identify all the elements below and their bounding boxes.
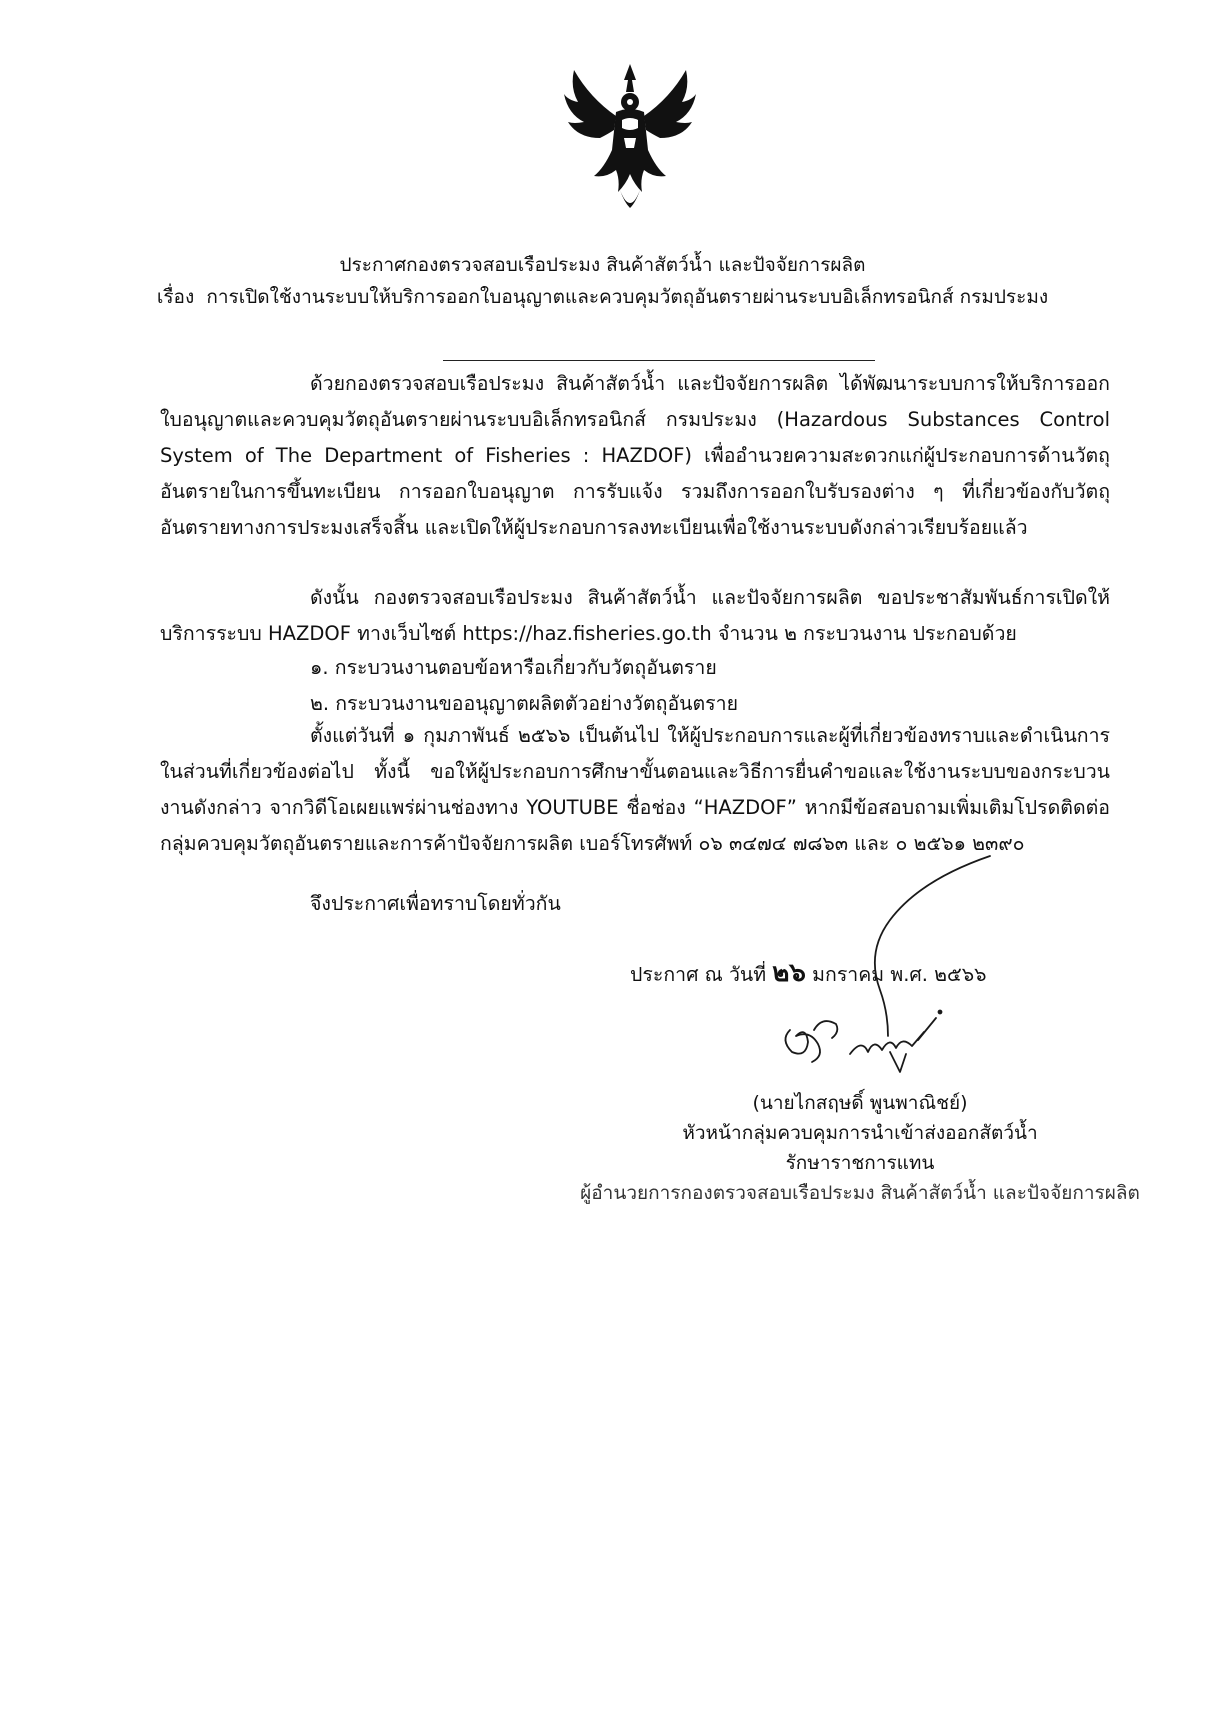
garuda-emblem: [560, 58, 700, 218]
announcement-subject: [0, 282, 1205, 312]
signature: [740, 840, 1000, 1100]
title-divider: [443, 360, 875, 361]
signatory-name: (นายไกสฤษดิ์ พูนพาณิชย์): [752, 1092, 968, 1114]
closing-line: จึงประกาศเพื่อทราบโดยทั่วกัน: [310, 892, 561, 915]
date-month-year: มกราคม พ.ศ. ๒๕๖๖: [812, 963, 987, 986]
body-paragraph-1: ด้วยกองตรวจสอบเรือประมง สินค้าสัตว์น้ำ และปัจจัยการผลิต ได้พัฒนาระบบการให้บริการออกใบอนุญาตและควบคุมวัตถุอันตรายผ่านระบบอิเล็กทรอนิกส์ กรมประมง (Hazardous Substances Control System of The Department of Fisheries : HAZDOF) เพื่ออำนวยความสะดวกแก่ผู้ประกอบการด้านวัตถุอันตรายในการขึ้นทะเบียน การออกใบอนุญาต การรับแจ้ง รวมถึงการออกใบรับรองต่าง ๆ ที่เกี่ยวข้องกับวัตถุอันตรายทางการประมงเสร็จสิ้น และเปิดให้ผู้ประกอบการลงทะเบียนเพื่อใช้งานระบบดังกล่าวเรียบร้อยแล้ว: [160, 372, 1110, 539]
announcement-title: ประกาศกองตรวจสอบเรือประมง สินค้าสัตว์น้ำ และปัจจัยการผลิต: [339, 254, 866, 276]
signatory-position: หัวหน้ากลุ่มควบคุมการนำเข้าส่งออกสัตว์น้ำ: [682, 1122, 1038, 1144]
body-paragraph-3: ตั้งแต่วันที่ ๑ กุมภาพันธ์ ๒๕๖๖ เป็นต้นไป ให้ผู้ประกอบการและผู้ที่เกี่ยวข้องทราบและดำเนินการในส่วนที่เกี่ยวข้องต่อไป ทั้งนี้ ขอให้ผู้ประกอบการศึกษาขั้นตอนและวิธีการยื่นคำขอและใช้งานระบบของกระบวนงานดังกล่าว จากวิดีโอเผยแพร่ผ่านช่องทาง YOUTUBE ชื่อช่อง “HAZDOF” หากมีข้อสอบถามเพิ่มเติมโปรดติดต่อกลุ่มควบคุมวัตถุอันตรายและการค้าปัจจัยการผลิต เบอร์โทรศัพท์ ๐๖ ๓๔๗๔ ๗๘๖๓ และ ๐ ๒๕๖๑ ๒๓๙๐: [160, 724, 1110, 855]
subject-text: การเปิดใช้งานระบบให้บริการออกใบอนุญาตและควบคุมวัตถุอันตรายผ่านระบบอิเล็กทรอนิกส์ กรมประมง: [206, 286, 1049, 308]
list-item-1: ๑. กระบวนงานตอบข้อหารือเกี่ยวกับวัตถุอันตราย: [310, 656, 717, 679]
date-prefix: ประกาศ ณ วันที่: [630, 963, 767, 986]
signatory-office: ผู้อำนวยการกองตรวจสอบเรือประมง สินค้าสัตว์น้ำ และปัจจัยการผลิต: [580, 1182, 1140, 1204]
signatory-acting: รักษาราชการแทน: [785, 1152, 935, 1174]
body-paragraph-2: ดังนั้น กองตรวจสอบเรือประมง สินค้าสัตว์น้ำ และปัจจัยการผลิต ขอประชาสัมพันธ์การเปิดให้บริการระบบ HAZDOF ทางเว็บไซต์ https://haz.fisheries.go.th จำนวน ๒ กระบวนงาน ประกอบด้วย: [160, 586, 1110, 645]
date-day: ๒๖: [772, 958, 806, 988]
subject-label: เรื่อง: [156, 286, 195, 308]
list-item-2: ๒. กระบวนงานขออนุญาตผลิตตัวอย่างวัตถุอันตราย: [310, 692, 739, 715]
